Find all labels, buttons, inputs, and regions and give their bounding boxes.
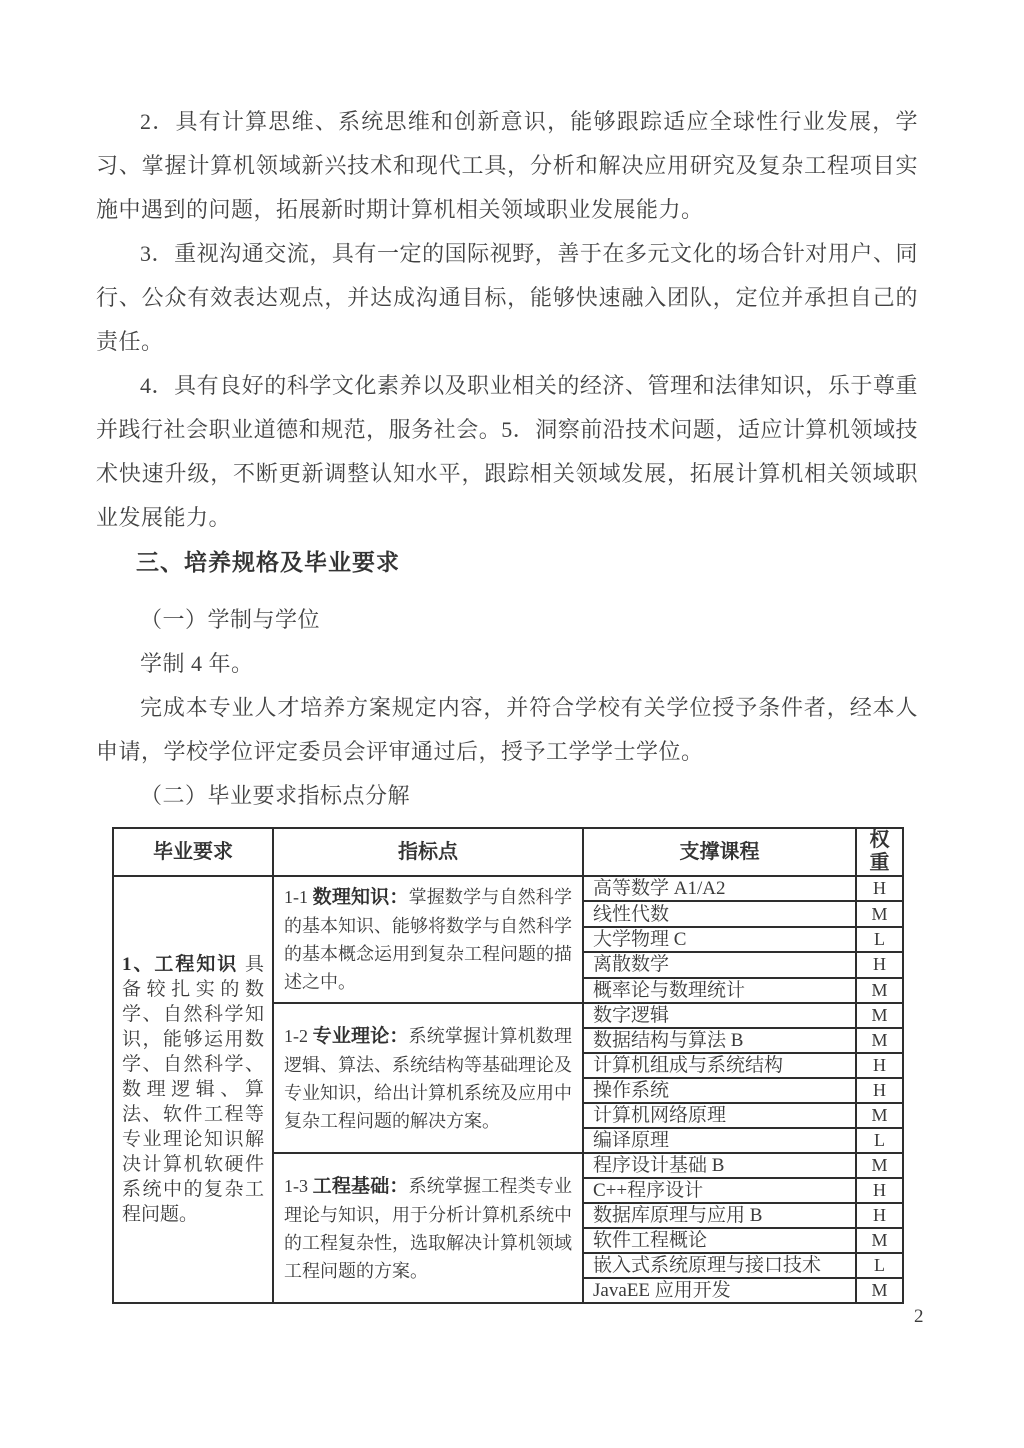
study-length-line: 学制 4 年。 xyxy=(140,651,254,676)
graduation-requirements-table xyxy=(112,827,904,1304)
page-number: 2 xyxy=(914,1306,924,1327)
table-header-row xyxy=(113,828,903,876)
course-weight-cell: H xyxy=(856,952,903,977)
course-weight-cell: M xyxy=(856,1153,903,1178)
course-weight-cell: H xyxy=(856,1078,903,1103)
course-name-cell: 高等数学 A1/A2 xyxy=(583,876,856,901)
subsection-2-heading: （二）毕业要求指标点分解 xyxy=(140,783,411,808)
course-name-cell: 程序设计基础 B xyxy=(583,1153,856,1178)
course-name-cell: 数据库原理与应用 B xyxy=(583,1203,856,1228)
course-name-cell: 计算机网络原理 xyxy=(583,1103,856,1128)
course-name-cell: 操作系统 xyxy=(583,1078,856,1103)
course-weight-cell: M xyxy=(856,901,903,926)
course-weight-cell: H xyxy=(856,1053,903,1078)
course-weight-cell: M xyxy=(856,1028,903,1053)
course-name-cell: 软件工程概论 xyxy=(583,1228,856,1253)
course-weight-cell: M xyxy=(856,1228,903,1253)
course-name-cell: 数据结构与算法 B xyxy=(583,1028,856,1053)
course-name-cell: 离散数学 xyxy=(583,952,856,977)
course-name-cell: 嵌入式系统原理与接口技术 xyxy=(583,1253,856,1278)
section-heading: 三、培养规格及毕业要求 xyxy=(136,549,400,575)
course-weight-cell: M xyxy=(856,1003,903,1028)
page-content xyxy=(96,100,918,1304)
course-weight-cell: L xyxy=(856,1128,903,1153)
course-name-cell: 概率论与数理统计 xyxy=(583,978,856,1003)
header-indicator: 指标点 xyxy=(273,828,583,876)
indicator-cell: 1-3 工程基础：系统掌握工程类专业理论与知识，用于分析计算机系统中的工程复杂性，选取解决计算机领域工程问题的方案。 xyxy=(273,1153,583,1303)
course-weight-cell: H xyxy=(856,1203,903,1228)
course-name-cell: 编译原理 xyxy=(583,1128,856,1153)
header-supporting-courses: 支撑课程 xyxy=(583,828,856,876)
header-weight: 权重 xyxy=(856,828,903,876)
courses-tbody xyxy=(113,876,903,1303)
subsection-1-heading: （一）学制与学位 xyxy=(140,607,321,632)
body-paragraph-2: 2．具有计算思维、系统思维和创新意识，能够跟踪适应全球性行业发展，学习、掌握计算机领域新兴技术和现代工具，分析和解决应用研究及复杂工程项目实施中遇到的问题，拓展新时期计算机相关领域职业发展能力。 xyxy=(96,109,918,222)
header-graduation-requirement: 毕业要求 xyxy=(113,828,273,876)
course-weight-cell: M xyxy=(856,1278,903,1303)
course-name-cell: 大学物理 C xyxy=(583,927,856,952)
course-name-cell: C++程序设计 xyxy=(583,1178,856,1203)
course-weight-cell: M xyxy=(856,978,903,1003)
indicator-cell: 1-2 专业理论：系统掌握计算机数理逻辑、算法、系统结构等基础理论及专业知识，给出计算机系统及应用中复杂工程问题的解决方案。 xyxy=(273,1003,583,1153)
body-paragraph-4-5: 4．具有良好的科学文化素养以及职业相关的经济、管理和法律知识，乐于尊重并践行社会职业道德和规范，服务社会。5．洞察前沿技术问题，适应计算机领域技术快速升级，不断更新调整认知水平，跟踪相关领域发展，拓展计算机相关领域职业发展能力。 xyxy=(96,373,918,530)
body-paragraph-3: 3．重视沟通交流，具有一定的国际视野，善于在多元文化的场合针对用户、同行、公众有效表达观点，并达成沟通目标，能够快速融入团队，定位并承担自己的责任。 xyxy=(96,241,918,354)
course-name-cell: 数字逻辑 xyxy=(583,1003,856,1028)
table-row xyxy=(113,876,903,901)
course-name-cell: 线性代数 xyxy=(583,901,856,926)
course-weight-cell: H xyxy=(856,1178,903,1203)
requirement-cell: 1、工程知识 具备较扎实的数学、自然科学知识，能够运用数学、自然科学、数理逻辑、算法、软件工程等专业理论知识解决计算机软硬件系统中的复杂工程问题。 xyxy=(113,876,273,1303)
course-name-cell: JavaEE 应用开发 xyxy=(583,1278,856,1303)
course-weight-cell: H xyxy=(856,876,903,901)
course-weight-cell: L xyxy=(856,1253,903,1278)
course-weight-cell: M xyxy=(856,1103,903,1128)
course-name-cell: 计算机组成与系统结构 xyxy=(583,1053,856,1078)
indicator-cell: 1-1 数理知识：掌握数学与自然科学的基本知识、能够将数学与自然科学的基本概念运用到复杂工程问题的描述之中。 xyxy=(273,876,583,1003)
course-weight-cell: L xyxy=(856,927,903,952)
degree-paragraph: 完成本专业人才培养方案规定内容，并符合学校有关学位授予条件者，经本人申请，学校学位评定委员会评审通过后，授予工学学士学位。 xyxy=(96,695,918,764)
